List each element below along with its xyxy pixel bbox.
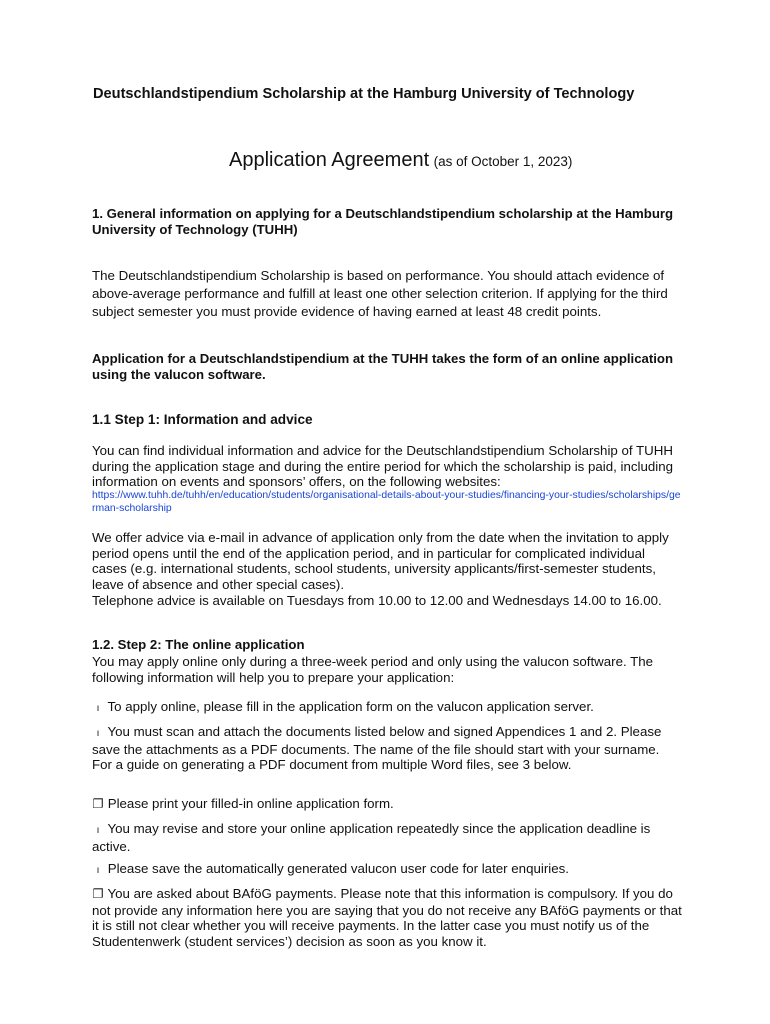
step1-paragraph-2: We offer advice via e-mail in advance of application only from the date when the invitation to apply period opens until the end of the application period, and in particular for complicated individual cases (e.g. international students, school students, university applicants/first-semester students, leave of absence and other special cases).	[92, 530, 669, 592]
bullet-marker-icon: ı	[96, 825, 100, 836]
step2-heading: 1.2. Step 2: The online application	[92, 637, 305, 652]
list-item	[92, 861, 682, 879]
section1-bold-paragraph: Application for a Deutschlandstipendium at the TUHH takes the form of an online application using the valucon software.	[92, 351, 674, 382]
bullet-marker-icon: ı	[96, 703, 100, 714]
list-item	[92, 724, 682, 773]
step1-paragraph-1: You can find individual information and advice for the Deutschlandstipendium Scholarship of TUHH during the application stage and during the entire period for which the scholarship is paid, including information on events and sponsors’ offers, on the following websites:	[92, 443, 673, 490]
list-item	[92, 699, 682, 717]
bullet-marker-icon: ı	[96, 865, 100, 876]
checkbox-marker-icon: ❐	[92, 797, 104, 811]
agreement-date: (as of October 1, 2023)	[433, 154, 573, 169]
list-item-text: You may revise and store your online application repeatedly since the application deadline is active.	[92, 821, 651, 854]
list-item	[92, 821, 682, 854]
checkbox-marker-icon: ❐	[92, 887, 104, 901]
list-item-text: You must scan and attach the documents listed below and signed Appendices 1 and 2. Please save the attachments as a PDF documents. The name of the file should start with your surname. For a guide on generating a PDF document from multiple Word files, see 3 below.	[92, 724, 662, 773]
agreement-title: Application Agreement	[229, 149, 430, 171]
document-title: Deutschlandstipendium Scholarship at the Hamburg University of Technology	[93, 86, 635, 102]
bullet-marker-icon: ı	[96, 728, 100, 739]
list-item-text: You are asked about BAföG payments. Please note that this information is compulsory. If you do not provide any information here you are saying that you do not receive any BAföG payments or that it is still not clear whether you will receive payments. In the latter case you must notify us of the Studentenwerk (student services’) decision as soon as you know it.	[92, 886, 682, 949]
step1-paragraph-3: Telephone advice is available on Tuesdays from 10.00 to 12.00 and Wednesdays 14.00 to 16.00.	[92, 593, 662, 608]
agreement-heading	[229, 149, 749, 172]
list-item-text: Please save the automatically generated valucon user code for later enquiries.	[107, 861, 569, 876]
list-item	[92, 886, 682, 949]
section1-heading: 1. General information on applying for a Deutschlandstipendium scholarship at the Hamburg University of Technology (TUHH)	[92, 206, 674, 237]
list-item-text: To apply online, please fill in the application form on the valucon application server.	[107, 699, 594, 714]
step2-paragraph: You may apply online only during a three-week period and only using the valucon software. The following information will help you to prepare your application:	[92, 654, 654, 685]
step1-heading: 1.1 Step 1: Information and advice	[92, 412, 313, 427]
list-item	[92, 796, 682, 813]
section1-paragraph: The Deutschlandstipendium Scholarship is based on performance. You should attach evidence of above-average performance and fulfill at least one other selection criterion. If applying for the third subject semester you must provide evidence of having earned at least 48 credit points.	[92, 268, 668, 319]
scholarship-website-link[interactable]: https://www.tuhh.de/tuhh/en/education/students/organisational-details-about-your-studies/financing-your-studies/scholarships/german-scholarship	[92, 490, 681, 514]
list-item-text: Please print your filled-in online application form.	[107, 796, 394, 811]
